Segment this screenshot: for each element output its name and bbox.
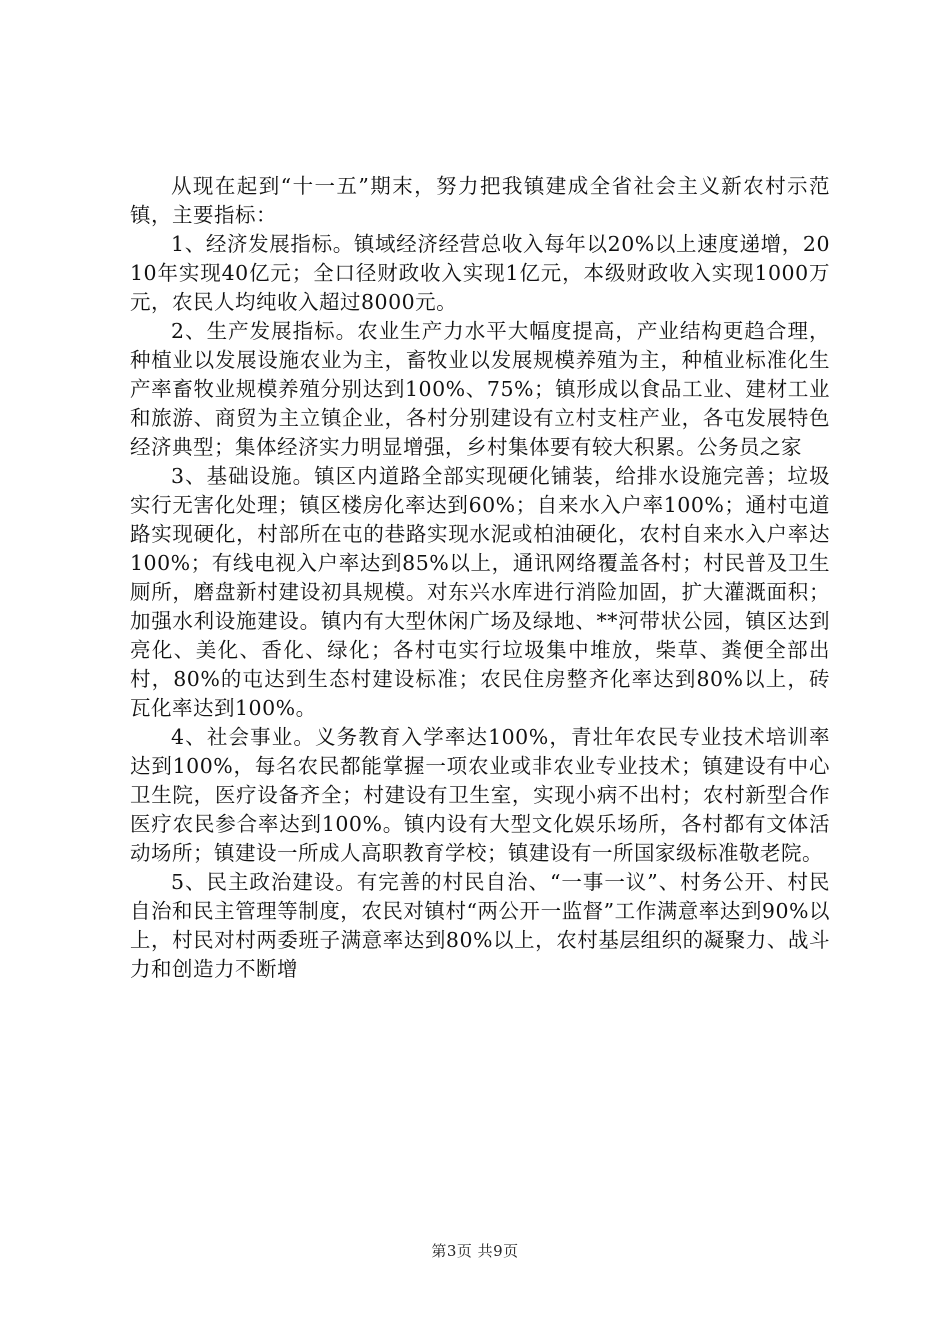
paragraph-social-affairs: 4、社会事业。义务教育入学率达100%，青壮年农民专业技术培训率达到100%，每名农民都能掌握一项农业或非农业专业技术；镇建设有中心卫生院，医疗设备齐全；村建设有卫生室，实现小病不出村；农村新型合作医疗农民参合率达到100%。镇内设有大型文化娱乐场所，各村都有文体活动场所；镇建设一所成人高职教育学校；镇建设有一所国家级标准敬老院。: [130, 725, 830, 865]
paragraph-production-indicators: 2、生产发展指标。农业生产力水平大幅度提高，产业结构更趋合理，种植业以发展设施农业为主，畜牧业以发展规模养殖为主，种植业标准化生产率畜牧业规模养殖分别达到100%、75%；镇形成以食品工业、建材工业和旅游、商贸为主立镇企业，各村分别建设有立村支柱产业，各屯发展特色经济典型；集体经济实力明显增强，乡村集体要有较大积累。公务员之家: [130, 319, 830, 459]
document-body: [130, 172, 830, 984]
paragraph-intro: 从现在起到“十一五”期末，努力把我镇建成全省社会主义新农村示范镇，主要指标：: [130, 174, 830, 227]
paragraph-democratic-politics: 5、民主政治建设。有完善的村民自治、“一事一议”、村务公开、村民自治和民主管理等制度，农民对镇村“两公开一监督”工作满意率达到90%以上，村民对村两委班子满意率达到80%以上，农村基层组织的凝聚力、战斗力和创造力不断增: [130, 870, 830, 981]
paragraph-infrastructure: 3、基础设施。镇区内道路全部实现硬化铺装，给排水设施完善；垃圾实行无害化处理；镇区楼房化率达到60%；自来水入户率100%；通村屯道路实现硬化，村部所在屯的巷路实现水泥或柏油硬化，农村自来水入户率达100%；有线电视入户率达到85%以上，通讯网络覆盖各村；村民普及卫生厕所，磨盘新村建设初具规模。对东兴水库进行消险加固，扩大灌溉面积；加强水利设施建设。镇内有大型休闲广场及绿地、**河带状公园，镇区达到亮化、美化、香化、绿化；各村屯实行垃圾集中堆放，柴草、粪便全部出村，80%的屯达到生态村建设标准；农民住房整齐化率达到80%以上，砖瓦化率达到100%。: [130, 464, 830, 720]
paragraph-economic-indicators: 1、经济发展指标。镇域经济经营总收入每年以20%以上速度递增，2010年实现40亿元；全口径财政收入实现1亿元，本级财政收入实现1000万元，农民人均纯收入超过8000元。: [130, 232, 830, 314]
page-number-footer: 第3页 共9页: [431, 1242, 519, 1260]
